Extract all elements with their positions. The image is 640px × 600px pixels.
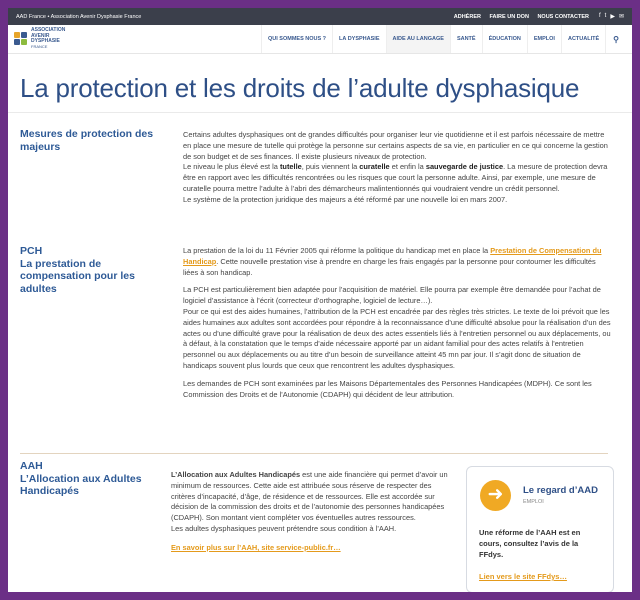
logo[interactable] xyxy=(14,28,164,50)
nav-la-dysphasie[interactable]: LA DYSPHASIE xyxy=(332,25,385,53)
logo-line-2: AVENIR xyxy=(31,32,50,39)
logo-mark-icon xyxy=(14,32,27,46)
nav-emploi[interactable]: EMPLOI xyxy=(527,25,561,53)
twitter-icon[interactable]: t xyxy=(604,13,607,19)
nav-education[interactable]: ÉDUCATION xyxy=(482,25,527,53)
paragraph: Le niveau le plus élevé est la tutelle, puis viennent la curatelle et enfin la sauvegarde de justice. La mesure de protection devra être en rapport avec les difficultés rencontrées ou les risques que court la personne adulte. Ainsi, par exemple, une mesure de curatelle pourra mettre l’adulte à l’abri des démarcheurs malintentionnés qui voudraient vendre un crédit personnel. xyxy=(183,162,608,193)
regard-aad-card xyxy=(466,466,614,592)
paragraph: L’Allocation aux Adultes Handicapés est une aide financière qui permet d’avoir un minimum de ressources. Cette aide est attribuée sous réserve de respecter des critères d’incapacité, d’âge, de résidence et de ressources. Elle est accordée sur décision de la commission des droits et de l’autonomie des personnes handicapées (CDAPH). Son montant vient compléter vos éventuelles autres ressources. xyxy=(171,470,448,523)
header xyxy=(8,25,632,54)
paragraph: Pour ce qui est des aides humaines, l’attribution de la PCH est encadrée par des règles très strictes. Le texte de loi prévoit que les aides humaines aux adultes sont accordées pour répondre à la reconnaissance d’une difficulté absolue pour la réalisation d’un des actes ou d’une difficulté grave pour la réalisation de deux des actes essentiels liés à l’entretien personnel ou aux déplacements, ou à défaut, à la constatation que le temps d’aide nécessaire apporté par un aidant familial pour des actes relatifs à l’entretien personnel ou aux déplacements ou au titre d’un besoin de surveillance atteint 45 mn par jour. Il s’agit donc de situation de handicaps souvent plus lourds que ceux que rencontrent les adultes dysphasiques. xyxy=(183,306,611,370)
logo-line-3: DYSPHASIE xyxy=(31,38,60,44)
logo-line-4: FRANCE xyxy=(31,44,48,50)
donate-link[interactable]: FAIRE UN DON xyxy=(489,13,529,20)
divider xyxy=(8,112,632,113)
nav-aide-au-langage[interactable]: AIDE AU LANGAGE xyxy=(386,25,450,53)
aah-link[interactable]: En savoir plus sur l’AAH, site service-public.fr… xyxy=(171,542,341,552)
section-title: Mesures de protection des majeurs xyxy=(20,128,154,153)
logo-line-1: ASSOCIATION xyxy=(31,27,66,34)
paragraph: Le système de la protection juridique des majeurs a été réformé par une nouvelle loi en mars 2007. xyxy=(183,194,508,204)
card-text: Une réforme de l’AAH est en cours, consultez l’avis de la FFdys. xyxy=(479,528,581,559)
page-title: La protection et les droits de l’adulte dysphasique xyxy=(20,73,580,103)
page-frame xyxy=(8,8,632,592)
mail-icon[interactable]: ✉ xyxy=(618,14,624,20)
section-body xyxy=(183,246,612,400)
facebook-icon[interactable]: f xyxy=(599,13,601,19)
adherer-link[interactable]: ADHÉRER xyxy=(453,13,481,20)
paragraph: Les adultes dysphasiques peuvent prétendre sous condition à l’AAH. xyxy=(171,523,397,533)
nav-actualite[interactable]: ACTUALITÉ xyxy=(561,25,605,53)
search-icon[interactable]: ⚲ xyxy=(605,25,626,53)
section-title: AAH L’Allocation aux Adultes Handicapés xyxy=(20,460,142,497)
divider xyxy=(20,453,608,454)
nav-qui-sommes-nous[interactable]: QUI SOMMES NOUS ? xyxy=(261,25,332,53)
contact-link[interactable]: NOUS CONTACTER xyxy=(537,13,589,20)
top-bar xyxy=(8,8,632,25)
paragraph: Certains adultes dysphasiques ont de grandes difficultés pour organiser leur vie quotidienne et il est parfois nécessaire de mettre en place une mesure de tutelle qui protège la personne sur certains aspects de sa vie, en particulier en ce qui concerne la gestion de son budget et de ses finances. Il existe plusieurs niveaux de protection. xyxy=(183,130,608,161)
paragraph: La PCH est particulièrement bien adaptée pour l’acquisition de matériel. Elle pourra par exemple être demandée pour l’achat de logiciel d’assistance à l’écrit (correcteur d’orthographe, logiciel de lecture…). xyxy=(183,285,601,306)
youtube-icon[interactable]: ▶ xyxy=(610,14,615,20)
paragraph: La prestation de la loi du 11 Février 2005 qui réforme la politique du handicap met en place la Prestation de Compensation du Handicap. Cette nouvelle prestation vise à prendre en charge les frais engagés par la personne pour contourner les difficultés liées à son handicap. xyxy=(183,246,602,277)
paragraph: Les demandes de PCH sont examinées par les Maisons Départementales des Personnes Handicapées (MDPH). Ce sont les Commission des Droits et de l’Autonomie (CDAPH) qui décident de leur attribution. xyxy=(183,378,592,399)
section-title: PCH La prestation de compensation pour les adultes xyxy=(20,245,135,295)
card-title: Le regard d’AAD xyxy=(523,485,598,496)
breadcrumb[interactable]: AAD France • Association Avenir Dysphasie France xyxy=(16,13,142,20)
arrow-right-icon: ➜ xyxy=(480,480,511,511)
card-subtitle: EMPLOI xyxy=(523,499,544,505)
nav-sante[interactable]: SANTÉ xyxy=(450,25,482,53)
main-nav xyxy=(164,25,626,53)
section-body xyxy=(171,470,454,554)
pch-link[interactable]: Prestation de Compensation du Handicap xyxy=(183,246,602,266)
section-body xyxy=(183,130,612,206)
ffdys-link[interactable]: Lien vers le site FFdys… xyxy=(479,572,567,581)
